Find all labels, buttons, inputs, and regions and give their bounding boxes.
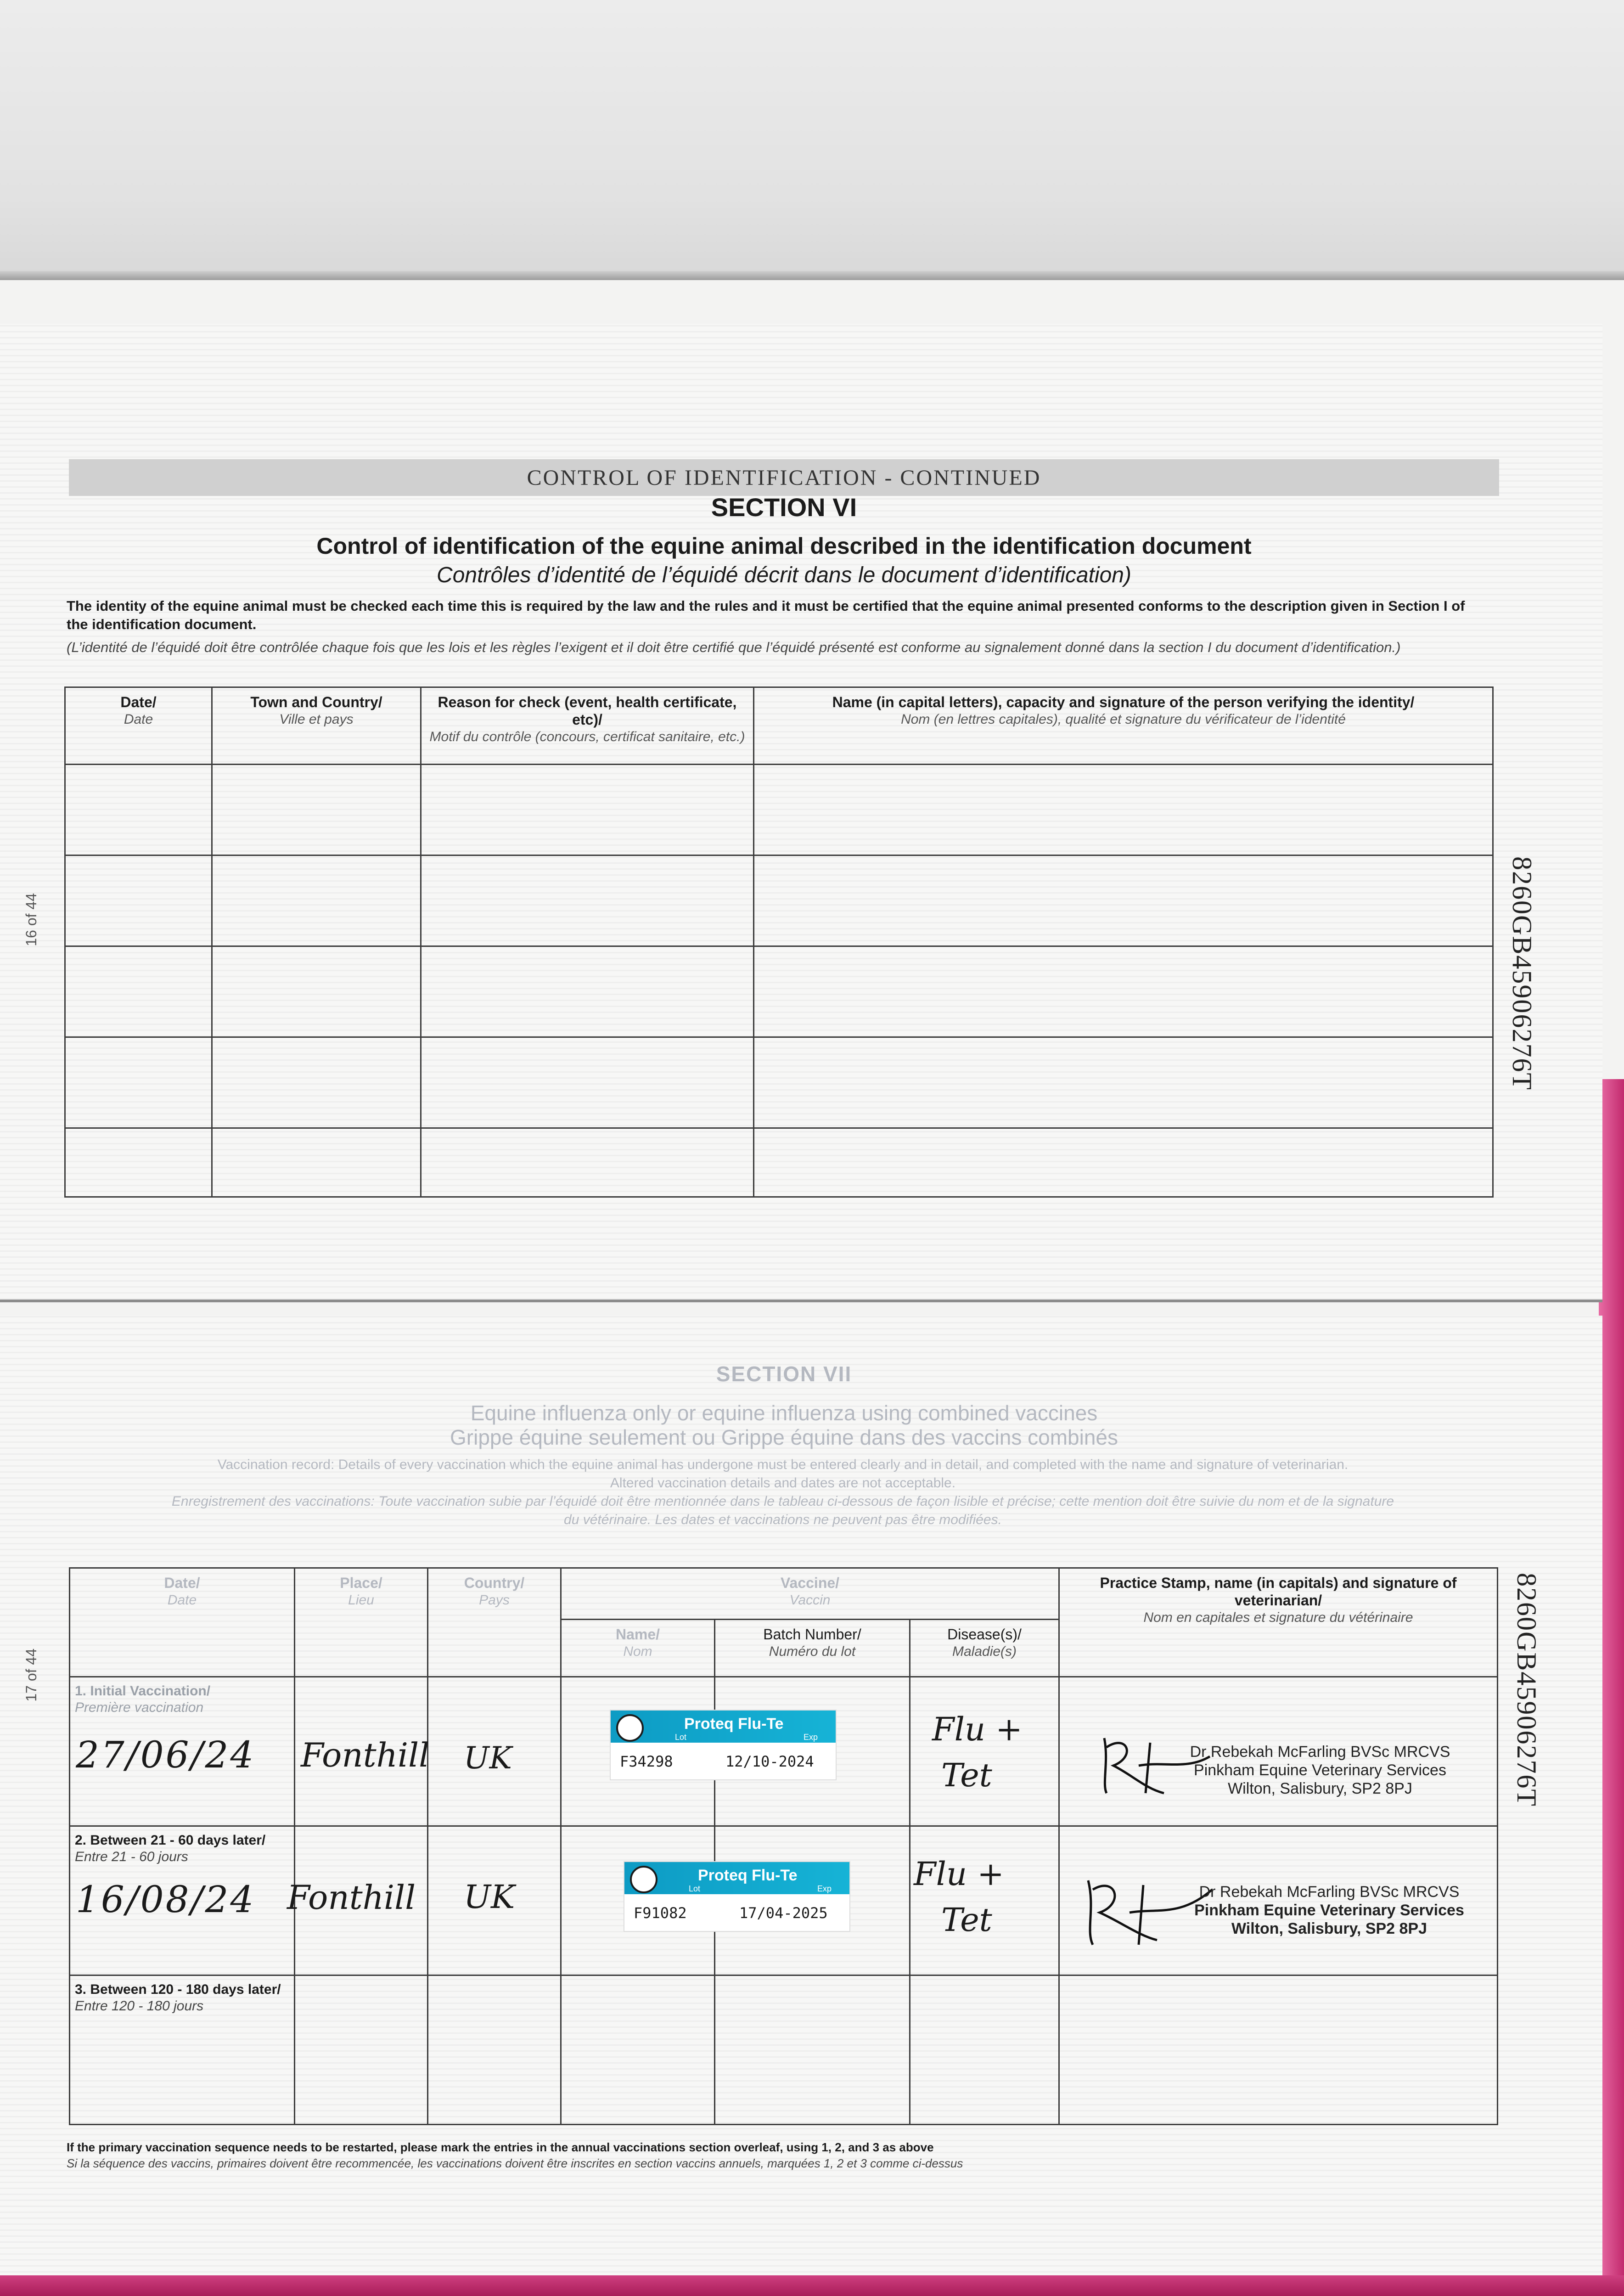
- handwritten-disease: Tet: [941, 1901, 992, 1939]
- passport-number: 8260GB45906276T: [1507, 856, 1537, 1091]
- table-row: [65, 855, 1493, 946]
- identity-check-table: [64, 687, 1494, 1198]
- expiry-date: 12/10-2024: [725, 1753, 814, 1770]
- column-header-practice: Practice Stamp, name (in capitals) and signature of veterinarian/ Nom en capitales et signature du vétérinaire: [1059, 1568, 1498, 1677]
- intro-text: Altered vaccination details and dates are not acceptable.: [610, 1475, 956, 1491]
- passport-number: 8260GB45906276T: [1512, 1573, 1542, 1807]
- page-section-vii: [0, 1316, 1602, 2285]
- brand-logo-icon: [616, 1714, 644, 1742]
- vet-practice-stamp: Dr Rebekah McFarling BVSc MRCVS Pinkham Equine Veterinary Services Wilton, Salisbury, SP2 8PJ: [1190, 1743, 1450, 1797]
- page-title: Equine influenza only or equine influenza using combined vaccines: [470, 1401, 1098, 1425]
- vaccine-batch-sticker: Proteq Flu-Te Lot Exp F91082 17/04-2025: [624, 1862, 849, 1931]
- scanner-background: [0, 0, 1624, 280]
- page-title-fr: Grippe équine seulement ou Grippe équine dans des vaccins combinés: [450, 1425, 1118, 1449]
- intro-text-fr: Enregistrement des vaccinations: Toute vaccination subie par l’équidé doit être mentionnée dans le tableau ci-dessous de façon lisible et précise; cette mention doit être suivie du nom et de la signature: [171, 1494, 1394, 1509]
- table-row: [65, 946, 1493, 1037]
- page-title-fr: Contrôles d’identité de l’équidé décrit dans le document d’identification): [437, 563, 1131, 587]
- column-header-vaccine: Vaccine/ Vaccin: [561, 1568, 1059, 1620]
- column-header-place: Place/ Lieu: [295, 1568, 428, 1677]
- expiry-date: 17/04-2025: [739, 1904, 828, 1922]
- column-header-batch: Batch Number/ Numéro du lot: [715, 1620, 910, 1677]
- column-header-country: Country/ Pays: [428, 1568, 561, 1677]
- row-label: 1. Initial Vaccination/ Première vaccination: [70, 1677, 295, 1826]
- handwritten-place: Fonthill: [287, 1878, 416, 1917]
- page-number: 16 of 44: [23, 893, 39, 946]
- page-number: 17 of 44: [23, 1649, 39, 1702]
- column-header-town: Town and Country/ Ville et pays: [212, 687, 421, 765]
- brand-logo-icon: [630, 1866, 657, 1893]
- table-row: [65, 1128, 1493, 1197]
- column-header-date: Date/ Date: [65, 687, 212, 765]
- table-row: [70, 1975, 1498, 2125]
- vaccine-batch-sticker: Proteq Flu-Te Lot Exp F34298 12/10-2024: [611, 1711, 836, 1779]
- table-row: [65, 1037, 1493, 1128]
- row-label: 3. Between 120 - 180 days later/ Entre 120 - 180 jours: [70, 1975, 295, 2125]
- intro-text: The identity of the equine animal must be checked each time this is required by the law and the rules and it must be certified that the equine animal presented conforms to the description given in Section I of the identification document.: [67, 598, 1465, 632]
- handwritten-place: Fonthill: [301, 1736, 430, 1774]
- handwritten-disease: Tet: [941, 1756, 992, 1794]
- handwritten-date: 27/06/24: [76, 1733, 256, 1776]
- intro-text-fr: du vétérinaire. Les dates et vaccinations ne peuvent pas être modifiées.: [564, 1512, 1002, 1527]
- intro-text: Vaccination record: Details of every vaccination which the equine animal has undergone must be entered clearly and in detail, and completed with the name and signature of veterinarian.: [217, 1457, 1349, 1472]
- handwritten-country: UK: [464, 1878, 515, 1916]
- column-header-name: Name/ Nom: [561, 1620, 715, 1677]
- intro-text-fr: (L’identité de l’équidé doit être contrôlée chaque fois que les lois et les règles l’exigent et il doit être certifié que l’équidé présenté est conforme au signalement donné dans la section I du document d’identification.): [67, 639, 1401, 655]
- batch-number: F91082: [634, 1904, 687, 1922]
- table-row: [65, 765, 1493, 855]
- page-section-vi: [0, 324, 1602, 1302]
- handwritten-date: 16/08/24: [76, 1878, 256, 1921]
- section-title: SECTION VI: [711, 493, 857, 522]
- row-label: 2. Between 21 - 60 days later/ Entre 21 - 60 jours: [70, 1826, 295, 1975]
- passport-cover-edge: [1599, 1079, 1624, 2291]
- vet-practice-stamp: Dr Rebekah McFarling BVSc MRCVS Pinkham Equine Veterinary Services Wilton, Salisbury, SP2 8PJ: [1194, 1883, 1464, 1937]
- section-band: CONTROL OF IDENTIFICATION - CONTINUED: [69, 459, 1499, 496]
- handwritten-disease: Flu +: [914, 1855, 1004, 1893]
- batch-number: F34298: [620, 1753, 673, 1770]
- handwritten-country: UK: [464, 1740, 512, 1776]
- footnote: If the primary vaccination sequence needs to be restarted, please mark the entries in the annual vaccinations section overleaf, using 1, 2, and 3 as above: [67, 2140, 934, 2154]
- column-header-reason: Reason for check (event, health certificate, etc)/ Motif du contrôle (concours, certificat sanitaire, etc.): [421, 687, 754, 765]
- vaccination-table: [69, 1567, 1498, 2125]
- section-title: SECTION VII: [716, 1362, 852, 1386]
- passport-cover-edge: [0, 2275, 1624, 2296]
- page-title: Control of identification of the equine animal described in the identification document: [316, 533, 1252, 559]
- column-header-disease: Disease(s)/ Maladie(s): [910, 1620, 1059, 1677]
- handwritten-disease: Flu +: [932, 1711, 1023, 1748]
- column-header-verifier: Name (in capital letters), capacity and signature of the person verifying the identity/ Nom (en lettres capitales), qualité et signature du vérificateur de l’identité: [754, 687, 1493, 765]
- column-header-date: Date/ Date: [70, 1568, 295, 1677]
- footnote-fr: Si la séquence des vaccins, primaires doivent être recommencée, les vaccinations doivent être inscrites en section vaccins annuels, marquées 1, 2 et 3 comme ci-dessus: [67, 2156, 963, 2170]
